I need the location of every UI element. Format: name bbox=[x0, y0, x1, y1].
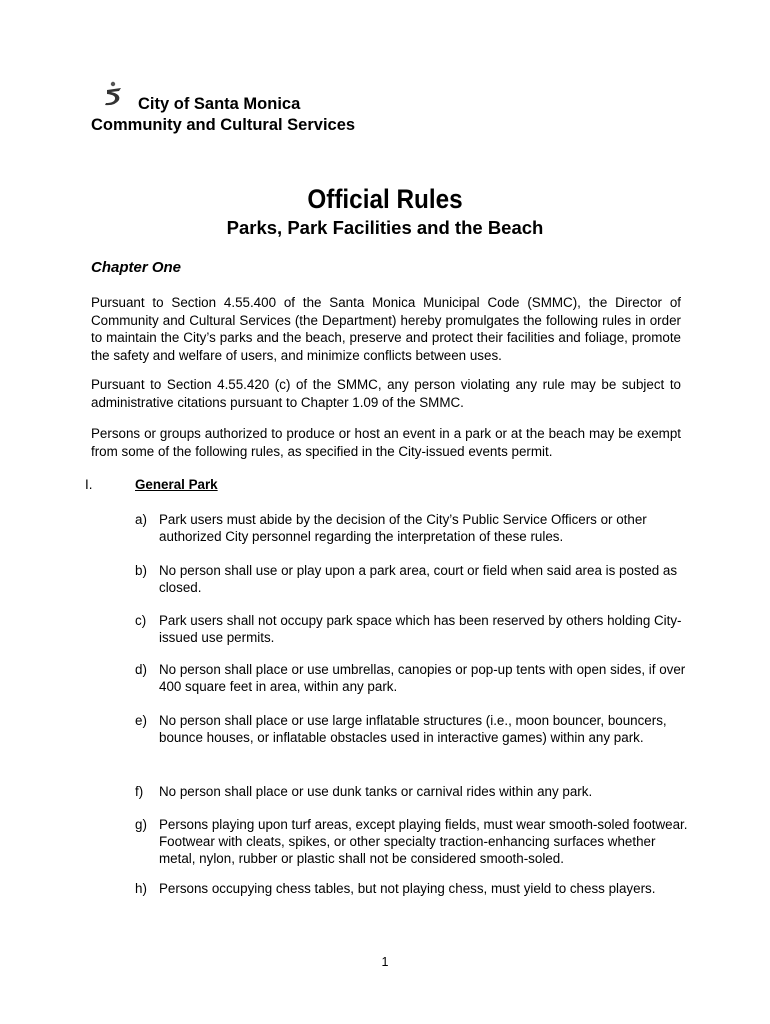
section-number: I. bbox=[85, 477, 93, 492]
chapter-heading: Chapter One bbox=[91, 259, 182, 276]
intro-paragraph-1: Pursuant to Section 4.55.400 of the Santa Monica Municipal Code (SMMC), the Director of Community and Cultural Services (the Department) hereby promulgates the following rules in order to maintain the City’s parks and the beach, preserve and protect their facilities and foliage, promote the safety and welfare of users, and minimize conflicts between uses. bbox=[91, 295, 681, 363]
rule-item bbox=[135, 511, 695, 545]
rule-text: Persons playing upon turf areas, except playing fields, must wear smooth-soled footwear. Footwear with cleats, spikes, or other specialty traction-enhancing surfaces whether metal, nylon, rubber or plastic shall not be considered smooth-soled. bbox=[159, 817, 688, 866]
city-logo-icon bbox=[101, 80, 131, 110]
org-name-line1: City of Santa Monica bbox=[138, 95, 301, 113]
rule-item bbox=[135, 661, 695, 695]
rule-label: b) bbox=[135, 563, 147, 578]
rule-item bbox=[135, 562, 695, 596]
org-name-line2: Community and Cultural Services bbox=[91, 116, 356, 134]
rule-label: c) bbox=[135, 613, 147, 628]
rule-item bbox=[135, 612, 695, 646]
rule-text: No person shall use or play upon a park area, court or field when said area is posted as closed. bbox=[159, 563, 678, 595]
rule-item bbox=[135, 816, 695, 867]
rule-label: f) bbox=[135, 784, 144, 799]
rule-text: Park users shall not occupy park space which has been reserved by others holding City-issued use permits. bbox=[159, 613, 682, 645]
rule-item bbox=[135, 783, 695, 800]
rule-label: e) bbox=[135, 713, 147, 728]
rule-label: h) bbox=[135, 881, 147, 896]
rule-label: d) bbox=[135, 662, 147, 677]
document-title: Official Rules bbox=[307, 184, 463, 214]
rule-text: No person shall place or use large inflatable structures (i.e., moon bouncer, bouncers, bounce houses, or inflatable obstacles used in interactive games) within any park. bbox=[159, 713, 667, 745]
rule-item bbox=[135, 712, 695, 746]
rule-label: g) bbox=[135, 817, 147, 832]
section-title: General Park bbox=[135, 477, 218, 492]
rule-text: No person shall place or use dunk tanks or carnival rides within any park. bbox=[159, 784, 593, 799]
rule-text: Persons occupying chess tables, but not playing chess, must yield to chess players. bbox=[159, 881, 656, 896]
page-number: 1 bbox=[381, 955, 389, 969]
rule-item bbox=[135, 880, 695, 897]
document-subtitle: Parks, Park Facilities and the Beach bbox=[226, 217, 544, 238]
rule-text: No person shall place or use umbrellas, canopies or pop-up tents with open sides, if over 400 square feet in area, within any park. bbox=[159, 662, 686, 694]
intro-paragraph-2: Pursuant to Section 4.55.420 (c) of the SMMC, any person violating any rule may be subject to administrative citations pursuant to Chapter 1.09 of the SMMC. bbox=[91, 377, 681, 410]
rule-text: Park users must abide by the decision of the City’s Public Service Officers or other authorized City personnel regarding the interpretation of these rules. bbox=[159, 512, 647, 544]
rule-label: a) bbox=[135, 512, 147, 527]
intro-paragraph-3: Persons or groups authorized to produce or host an event in a park or at the beach may be exempt from some of the following rules, as specified in the City-issued events permit. bbox=[91, 426, 681, 459]
